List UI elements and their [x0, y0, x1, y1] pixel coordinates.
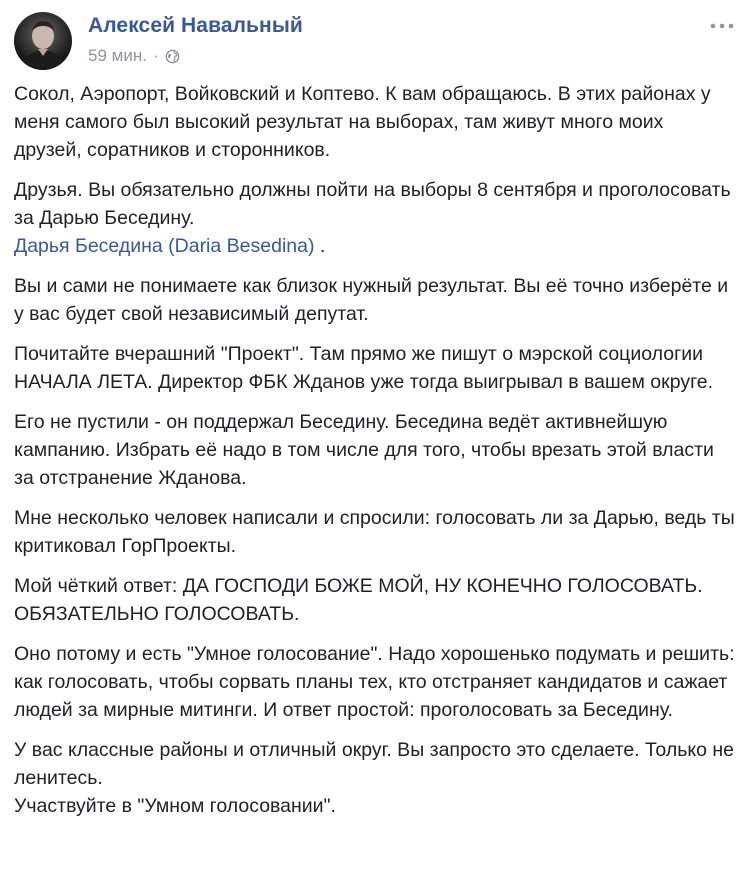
post-body	[14, 80, 736, 820]
author-name[interactable]: Алексей Навальный	[88, 14, 303, 37]
post-paragraph: Сокол, Аэропорт, Войковский и Коптево. К вам обращаюсь. В этих районах у меня самого был высокий результат на выборах, там живут много моих друзей, соратников и сторонников.	[14, 83, 711, 161]
avatar-photo	[14, 12, 72, 70]
paragraph-text: Друзья. Вы обязательно должны пойти на выборы 8 сентября и проголосовать за Дарью Беседину.	[14, 179, 731, 229]
post-meta	[88, 46, 180, 66]
post-paragraph: Оно потому и есть "Умное голосование". Надо хорошенько подумать и решить: как голосовать, чтобы сорвать планы тех, кто отстраняет кандидатов и сажает людей за мирные митинги. И ответ простой: проголосовать за Беседину.	[14, 643, 735, 721]
post-paragraph: Его не пустили - он поддержал Беседину. Беседина ведёт активнейшую кампанию. Избрать её надо в том числе для того, чтобы врезать этой власти за отстранение Жданова.	[14, 411, 714, 489]
meta-separator: ·	[152, 46, 159, 65]
globe-icon[interactable]	[165, 49, 180, 64]
post-paragraph: Мне несколько человек написали и спросили: голосовать ли за Дарью, ведь ты критиковал ГорПроекты.	[14, 507, 735, 557]
tag-suffix: .	[314, 235, 326, 257]
tagged-page-link[interactable]: Дарья Беседина (Daria Besedina)	[14, 235, 315, 257]
paragraph-text: У вас классные районы и отличный округ. Вы запросто это сделаете. Только не ленитесь.	[14, 739, 734, 789]
post-header	[12, 10, 738, 74]
post-paragraph: Мой чёткий ответ: ДА ГОСПОДИ БОЖЕ МОЙ, НУ КОНЕЧНО ГОЛОСОВАТЬ. ОБЯЗАТЕЛЬНО ГОЛОСОВАТЬ.	[14, 575, 703, 625]
post-paragraph	[14, 176, 736, 260]
closing-line: Участвуйте в "Умном голосовании".	[14, 795, 336, 817]
post-timestamp[interactable]: 59 мин.	[88, 46, 147, 65]
more-options-button[interactable]	[706, 16, 738, 36]
more-dots-icon	[710, 23, 734, 29]
avatar[interactable]	[14, 12, 72, 70]
post-paragraph: Почитайте вчерашний "Проект". Там прямо же пишут о мэрской социологии НАЧАЛА ЛЕТА. Директор ФБК Жданов уже тогда выигрывал в вашем округе.	[14, 343, 714, 393]
post-paragraph: Вы и сами не понимаете как близок нужный результат. Вы её точно изберёте и у вас будет свой независимый депутат.	[14, 275, 729, 325]
post-paragraph	[14, 736, 736, 820]
